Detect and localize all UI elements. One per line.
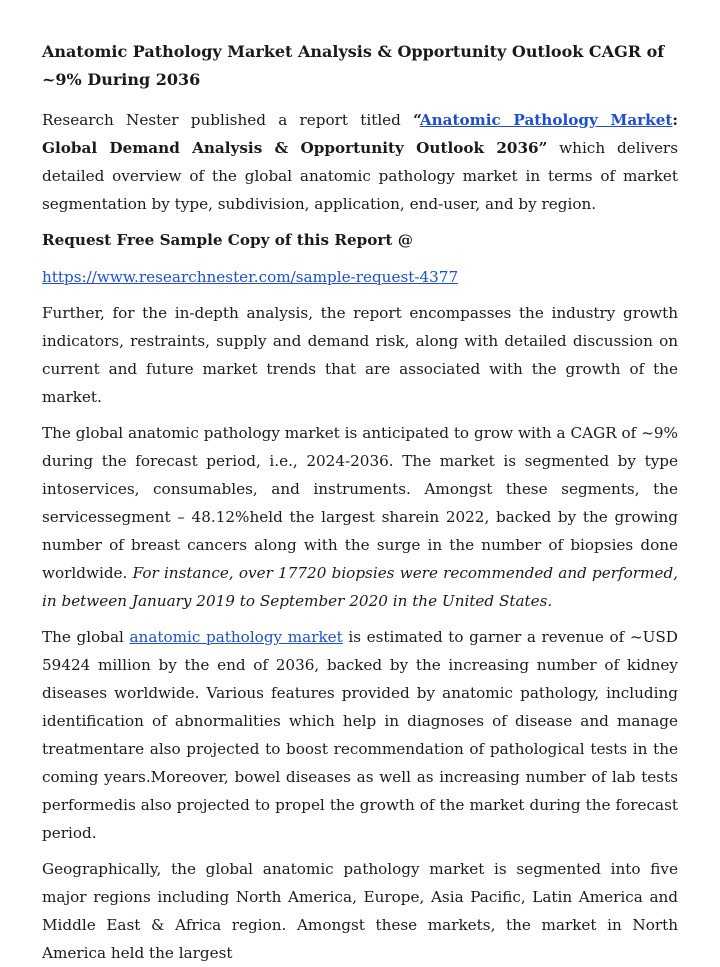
intro-text-before: Research Nester published a report titled: [42, 111, 414, 129]
market-growth-paragraph: [42, 419, 678, 615]
further-analysis-paragraph: Further, for the in-depth analysis, the report encompasses the industry growth indicators, restraints, supply and demand risk, along with detailed discussion on current and future market trends that are associated with the growth of the market.: [42, 304, 678, 406]
biopsy-example-italic: For instance, over 17720 biopsies were recommended and performed, in between January 2019 to September 2020 in the United States.: [42, 564, 678, 610]
sample-url-line: [42, 263, 678, 291]
document-title: Anatomic Pathology Market Analysis & Opportunity Outlook CAGR of ~9% During 2036: [42, 42, 665, 89]
anatomic-pathology-market-inline-link[interactable]: anatomic pathology market: [129, 628, 343, 646]
intro-paragraph: [42, 106, 678, 218]
intro-quote-open: “: [413, 111, 420, 129]
intro-text-after: which delivers detailed overview of the global anatomic pathology market in terms of market segmentation by type, subdivision, application, end-user, and by region.: [42, 139, 678, 213]
revenue-paragraph: [42, 623, 678, 847]
sample-request-link[interactable]: https://www.researchnester.com/sample-request-4377: [42, 268, 459, 286]
request-sample-heading: Request Free Sample Copy of this Report @: [42, 231, 413, 249]
geography-paragraph: Geographically, the global anatomic pathology market is segmented into five major regions including North America, Europe, Asia Pacific, Latin America and Middle East & Africa region. Amongst these markets, the market in North America held the largest: [42, 860, 678, 962]
revenue-text-before: The global: [42, 628, 130, 646]
revenue-text-after: is estimated to garner a revenue of ~USD 59424 million by the end of 2036, backed by the increasing number of kidney diseases worldwide. Various features provided by anatomic pathology, including identification of abnormalities which help in diagnoses of disease and manage treatmentare also projected to boost recommendation of pathological tests in the coming years.Moreover, bowel diseases as well as increasing number of lab tests performedis also projected to propel the growth of the market during the forecast period.: [42, 628, 678, 842]
report-title-bold: : Global Demand Analysis & Opportunity Outlook 2036”: [42, 111, 678, 157]
anatomic-pathology-market-link[interactable]: Anatomic Pathology Market: [419, 111, 673, 129]
market-growth-text: The global anatomic pathology market is anticipated to grow with a CAGR of ~9% during the forecast period, i.e., 2024-2036. The market is segmented by type intoservices, consumables, and instruments. Amongst these segments, the servicessegment – 48.12%held the largest sharein 2022, backed by the growing number of breast cancers along with the surge in the number of biopsies done worldwide.: [42, 424, 678, 582]
